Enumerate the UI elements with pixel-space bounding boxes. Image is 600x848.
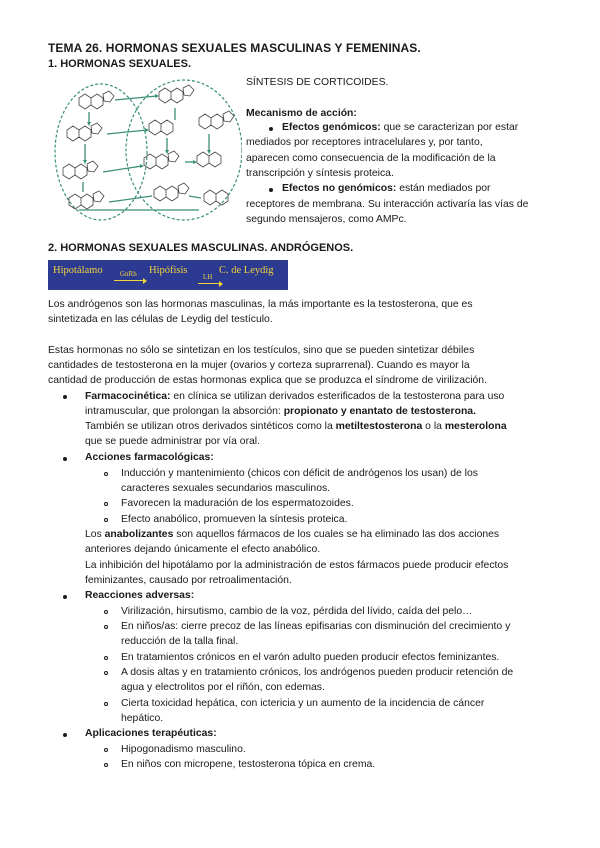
pk-line-2: intramuscular, que prolongan la absorción: propionato y enantato de testosterona.: [85, 406, 476, 417]
genomic-line-3: aparecen como consecuencia de la modificación de la: [246, 153, 496, 164]
hormone-axis-banner: [48, 260, 288, 290]
action-item: Favorecen la maduración de los espermatozoides.: [121, 498, 354, 509]
paragraph-line: cantidad de producción de estas hormonas explica que se produzca el síndrome de virilización.: [48, 375, 487, 386]
therapeutic-item: En niños con micropene, testosterona tópica en crema.: [121, 759, 376, 770]
nongenomic-line-2: receptores de membrana. Su interacción activaría las vías de: [246, 199, 529, 210]
adverse-item-cont: hepático.: [121, 713, 164, 724]
sub-bullet: [104, 748, 108, 752]
banner-arrow: [198, 283, 220, 284]
sub-bullet: [104, 671, 108, 675]
sub-bullet: [104, 610, 108, 614]
bullet-dot: [269, 127, 273, 131]
sub-bullet: [104, 702, 108, 706]
action-item: Inducción y mantenimiento (chicos con déficit de andrógenos los usan) de los: [121, 468, 478, 479]
inhibition-line-2: feminizantes, causado por retroalimentación.: [85, 575, 292, 586]
bullet-dot: [63, 395, 67, 399]
page-title: TEMA 26. HORMONAS SEXUALES MASCULINAS Y FEMENINAS.: [48, 41, 421, 55]
adverse-item: Cierta toxicidad hepática, con ictericia y un aumento de la incidencia de cáncer: [121, 698, 485, 709]
adverse-item: Virilización, hirsutismo, cambio de la voz, pérdida del lívido, caída del pelo…: [121, 606, 473, 617]
paragraph-line: sintetizada en las células de Leydig del testículo.: [48, 314, 273, 325]
therapeutic-heading: Aplicaciones terapéuticas:: [85, 728, 217, 739]
paragraph-line: cantidades de testosterona en la mujer (ovarios y corteza suprarrenal). Cuando es mayor la: [48, 360, 470, 371]
bullet-dot: [269, 188, 273, 192]
banner-hipofisis: Hipófisis: [149, 265, 188, 276]
sub-bullet: [104, 656, 108, 660]
adverse-item-cont: reducción de la talla final.: [121, 636, 239, 647]
actions-heading: Acciones farmacológicas:: [85, 452, 214, 463]
adverse-item: En tratamientos crónicos en el varón adulto pueden producir efectos feminizantes.: [121, 652, 500, 663]
sub-bullet: [104, 518, 108, 522]
bullet-dot: [63, 595, 67, 599]
banner-hipotalamo: Hipotálamo: [53, 265, 103, 276]
adverse-heading: Reacciones adversas:: [85, 590, 195, 601]
inhibition-line-1: La inhibición del hipotálamo por la administración de estos fármacos puede producir efectos: [85, 560, 509, 571]
sub-bullet: [104, 502, 108, 506]
paragraph-line: Los andrógenos son las hormonas masculinas, la más importante es la testosterona, que es: [48, 299, 473, 310]
action-item: Efecto anabólico, promueven la síntesis proteica.: [121, 514, 348, 525]
steroid-synthesis-diagram: [49, 78, 242, 224]
genomic-line-1: Efectos genómicos: que se caracterizan por estar: [282, 122, 519, 133]
banner-arrow: [114, 280, 144, 281]
adverse-item-cont: agua y electrolitos por el riñón, con edemas.: [121, 682, 325, 693]
adverse-item: A dosis altas y en tratamiento crónicos, los andrógenos pueden producir retención de: [121, 667, 514, 678]
sub-bullet: [104, 763, 108, 767]
paragraph-line: Estas hormonas no sólo se sintetizan en los testículos, sino que se pueden sintetizar débiles: [48, 345, 475, 356]
bullet-dot: [63, 733, 67, 737]
action-item-cont: caracteres sexuales secundarios masculinos.: [121, 483, 331, 494]
nongenomic-line-1: Efectos no genómicos: están mediados por: [282, 183, 491, 194]
adverse-item: En niños/as: cierre precoz de las líneas epifisarias con disminución del crecimiento y: [121, 621, 511, 632]
genomic-line-2: mediados por receptores intracelulares y, por tanto,: [246, 137, 483, 148]
sub-bullet: [104, 472, 108, 476]
anabolic-line-1: Los anabolizantes son aquellos fármacos de los cuales se ha eliminado las dos acciones: [85, 529, 500, 540]
nongenomic-line-3: segundo mensajeros, como AMPc.: [246, 214, 407, 225]
sub-bullet: [104, 625, 108, 629]
section-2-heading: 2. HORMONAS SEXUALES MASCULINAS. ANDRÓGENOS.: [48, 242, 354, 254]
mechanism-heading: Mecanismo de acción:: [246, 108, 357, 119]
banner-gnrh: GnRh: [120, 270, 137, 278]
banner-lh: LH: [203, 273, 213, 281]
section-1-heading: 1. HORMONAS SEXUALES.: [48, 58, 192, 70]
pk-line-4: que se puede administrar por vía oral.: [85, 436, 261, 447]
pk-line-1: Farmacocinética: en clínica se utilizan derivados esterificados de la testosterona para uso: [85, 391, 505, 402]
pk-line-3: También se utilizan otros derivados sintéticos como la metiltestosterona o la mesterolona: [85, 421, 507, 432]
bullet-dot: [63, 457, 67, 461]
therapeutic-item: Hipogonadismo masculino.: [121, 744, 246, 755]
genomic-line-4: transcripción y síntesis proteica.: [246, 168, 394, 179]
banner-leydig: C. de Leydig: [219, 265, 274, 276]
anabolic-line-2: anteriores dejando únicamente el efecto anabólico.: [85, 544, 321, 555]
synthesis-caption: SÍNTESIS DE CORTICOIDES.: [246, 77, 389, 88]
